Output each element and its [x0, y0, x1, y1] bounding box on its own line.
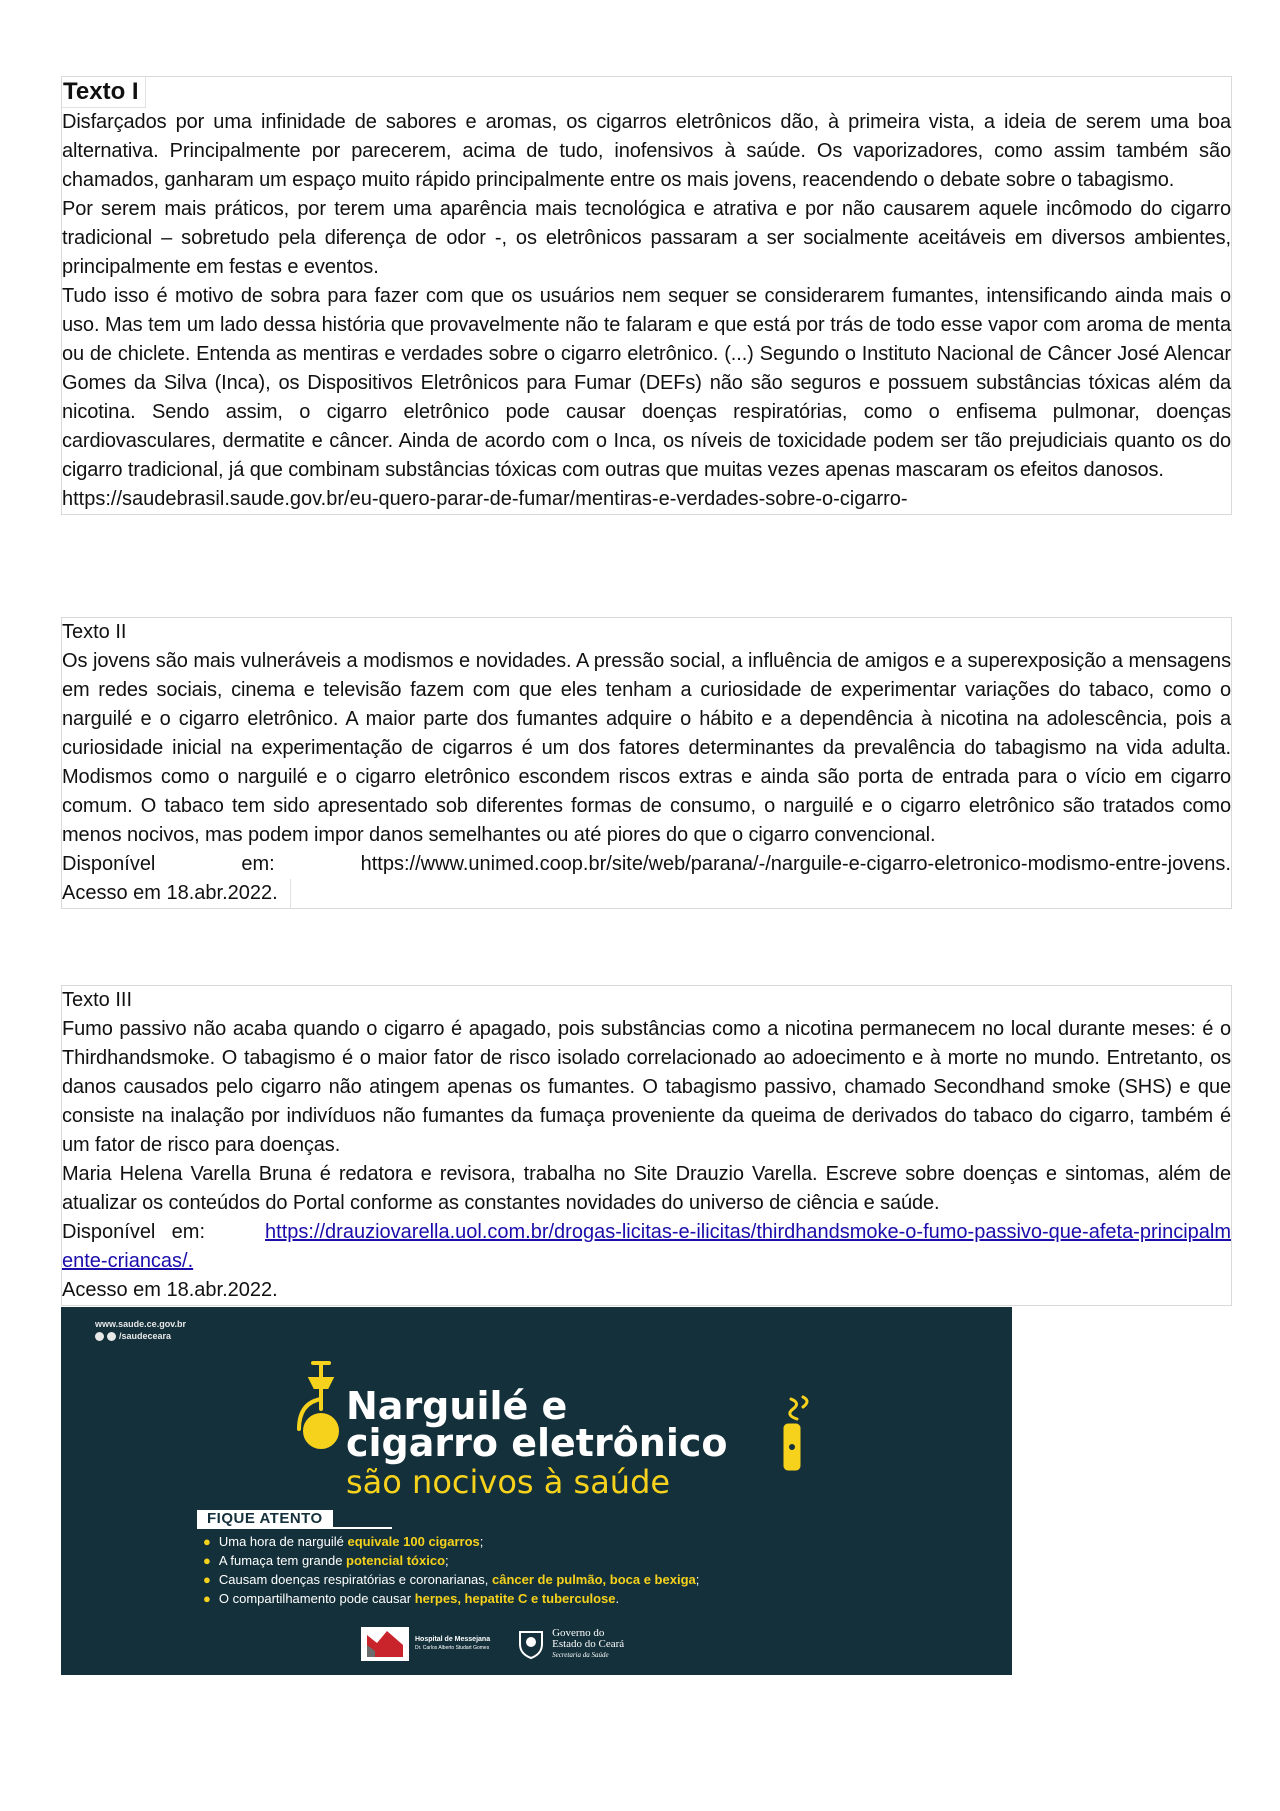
hookah-icon: [293, 1359, 349, 1455]
instagram-icon: [107, 1332, 116, 1341]
governo-line-1: Governo do: [552, 1626, 605, 1639]
texto-3-box: [61, 985, 1232, 1306]
texto-3-title: Texto III: [62, 989, 133, 1011]
texto-2-box: [61, 617, 1232, 909]
texto-2-access: Acesso em 18.abr.2022.: [62, 879, 291, 908]
texto-3-paragraph-1: Fumo passivo não acaba quando o cigarro é apagado, pois substâncias como a nicotina permanecem no local durante meses: é o Thirdhandsmoke. O tabagismo é o maior fator de risco isolado correlacionado ao adoecimento e à morte no mundo. Entretanto, os danos causados pelo cigarro não atingem apenas os fumantes. O tabagismo passivo, chamado Secondhand smoke (SHS) e que consiste na inalação por indivíduos não fumantes da fumaça proveniente da queima de derivados do tabaco do cigarro, também é um fator de risco para doenças.: [62, 1018, 1231, 1156]
poster-bullet: ● Uma hora de narguilé equivale 100 cigarros;: [203, 1534, 484, 1549]
poster-headline-2: cigarro eletrônico: [346, 1421, 728, 1465]
poster-website: www.saude.ce.gov.br: [95, 1319, 187, 1329]
ceara-coat-of-arms-icon: [516, 1628, 546, 1660]
hospital-subtitle: Dr. Carlos Alberto Studart Gomes: [415, 1645, 490, 1651]
texto-3-source: [62, 1218, 1231, 1276]
texto-1-paragraph-2: Por serem mais práticos, por terem uma aparência mais tecnológica e atrativa e por não causarem aquele incômodo do cigarro tradicional – sobretudo pela diferença de odor -, os eletrônicos passaram a ser socialmente aceitáveis em diversos ambientes, principalmente em festas e eventos.: [62, 198, 1231, 278]
governo-ceara-logo: [516, 1628, 624, 1661]
e-cigarette-icon: [773, 1395, 817, 1471]
texto-1-box: [61, 76, 1232, 515]
hospital-name: Hospital de Messejana: [415, 1636, 491, 1643]
poster-bullet-list: [203, 1532, 699, 1608]
fique-atento-underline: [197, 1527, 392, 1529]
poster-logos: [361, 1627, 624, 1661]
texto-3-source-label: Disponível em:: [62, 1221, 206, 1243]
fique-atento-label: FIQUE ATENTO: [197, 1510, 333, 1528]
texto-2-paragraph: Os jovens são mais vulneráveis a modismos e novidades. A pressão social, a influência de amigos e a superexposição a mensagens em redes sociais, cinema e televisão fazem com que eles tenham a curiosidade de experimentar variações do tabaco, como o narguilé e o cigarro eletrônico. A maior parte dos fumantes adquire o hábito e a dependência à nicotina na adolescência, pois a curiosidade inicial na experimentação de cigarros é um dos fatores determinantes da prevalência do tabagismo na vida adulta. Modismos como o narguilé e o cigarro eletrônico escondem riscos extras e ainda são porta de entrada para o vício em cigarro comum. O tabaco tem sido apresentado sob diferentes formas de consumo, o narguilé e o cigarro eletrônico são tratados como menos nocivos, mas podem impor danos semelhantes ou até piores do que o cigarro convencional.: [62, 650, 1231, 846]
texto-3-paragraph-2: Maria Helena Varella Bruna é redatora e revisora, trabalha no Site Drauzio Varella. Escreve sobre doenças e sintomas, além de atualizar os conteúdos do Portal conforme as constantes novidades do universo de ciência e saúde.: [62, 1163, 1231, 1214]
poster-social-handle: /saudeceara: [119, 1331, 172, 1341]
texto-1-paragraph-1: Disfarçados por uma infinidade de sabores e aromas, os cigarros eletrônicos dão, à primeira vista, a ideia de serem uma boa alternativa. Principalmente por parecerem, acima de tudo, inofensivos à saúde. Os vaporizadores, como assim também são chamados, ganharam um espaço muito rápido principalmente entre os mais jovens, reacendendo o debate sobre o tabagismo.: [62, 111, 1231, 191]
poster-bullet: ● A fumaça tem grande potencial tóxico;: [203, 1553, 449, 1568]
hospital-messejana-logo: [361, 1627, 490, 1661]
poster-bullet: ● Causam doenças respiratórias e coronarianas, câncer de pulmão, boca e bexiga;: [203, 1572, 700, 1587]
texto-3-source-link[interactable]: https://drauziovarella.uol.com.br/drogas-licitas-e-ilicitas/thirdhandsmoke-o-fumo-passivo-que-afeta-principalmente-criancas/.: [62, 1221, 1231, 1272]
campaign-poster: [61, 1307, 1012, 1675]
texto-1-title: Texto I: [62, 77, 146, 108]
texto-1-source: https://saudebrasil.saude.gov.br/eu-quero-parar-de-fumar/mentiras-e-verdades-sobre-o-cigarro-: [62, 488, 908, 510]
poster-bullet: ● O compartilhamento pode causar herpes, hepatite C e tuberculose.: [203, 1591, 620, 1606]
facebook-icon: [95, 1332, 104, 1341]
poster-headline-3: são nocivos à saúde: [346, 1463, 671, 1501]
texto-3-access: Acesso em 18.abr.2022.: [62, 1279, 278, 1301]
texto-2-title: Texto II: [62, 621, 127, 643]
texto-1-paragraph-3: Tudo isso é motivo de sobra para fazer com que os usuários nem sequer se considerarem fumantes, intensificando ainda mais o uso. Mas tem um lado dessa história que provavelmente não te falaram e que está por trás de todo esse vapor com aroma de menta ou de chiclete. Entenda as mentiras e verdades sobre o cigarro eletrônico. (...) Segundo o Instituto Nacional de Câncer José Alencar Gomes da Silva (Inca), os Dispositivos Eletrônicos para Fumar (DEFs) não são seguros e possuem substâncias tóxicas além da nicotina. Sendo assim, o cigarro eletrônico pode causar doenças respiratórias, como o enfisema pulmonar, doenças cardiovasculares, dermatite e câncer. Ainda de acordo com o Inca, os níveis de toxicidade podem ser tão prejudiciais quanto os do cigarro tradicional, já que combinam substâncias tóxicas com outras que muitas vezes apenas mascaram os efeitos danosos.: [62, 285, 1231, 481]
governo-line-2: Estado do Ceará: [552, 1637, 625, 1650]
texto-2-source: Disponível em: https://www.unimed.coop.br/site/web/parana/-/narguile-e-cigarro-eletronico-modismo-entre-jovens.: [62, 853, 1231, 875]
secretaria-saude: Secretaria da Saúde: [552, 1650, 609, 1659]
hospital-logo-icon: [361, 1627, 409, 1661]
poster-social: [95, 1331, 171, 1341]
poster-headline-1: Narguilé e: [346, 1384, 568, 1428]
